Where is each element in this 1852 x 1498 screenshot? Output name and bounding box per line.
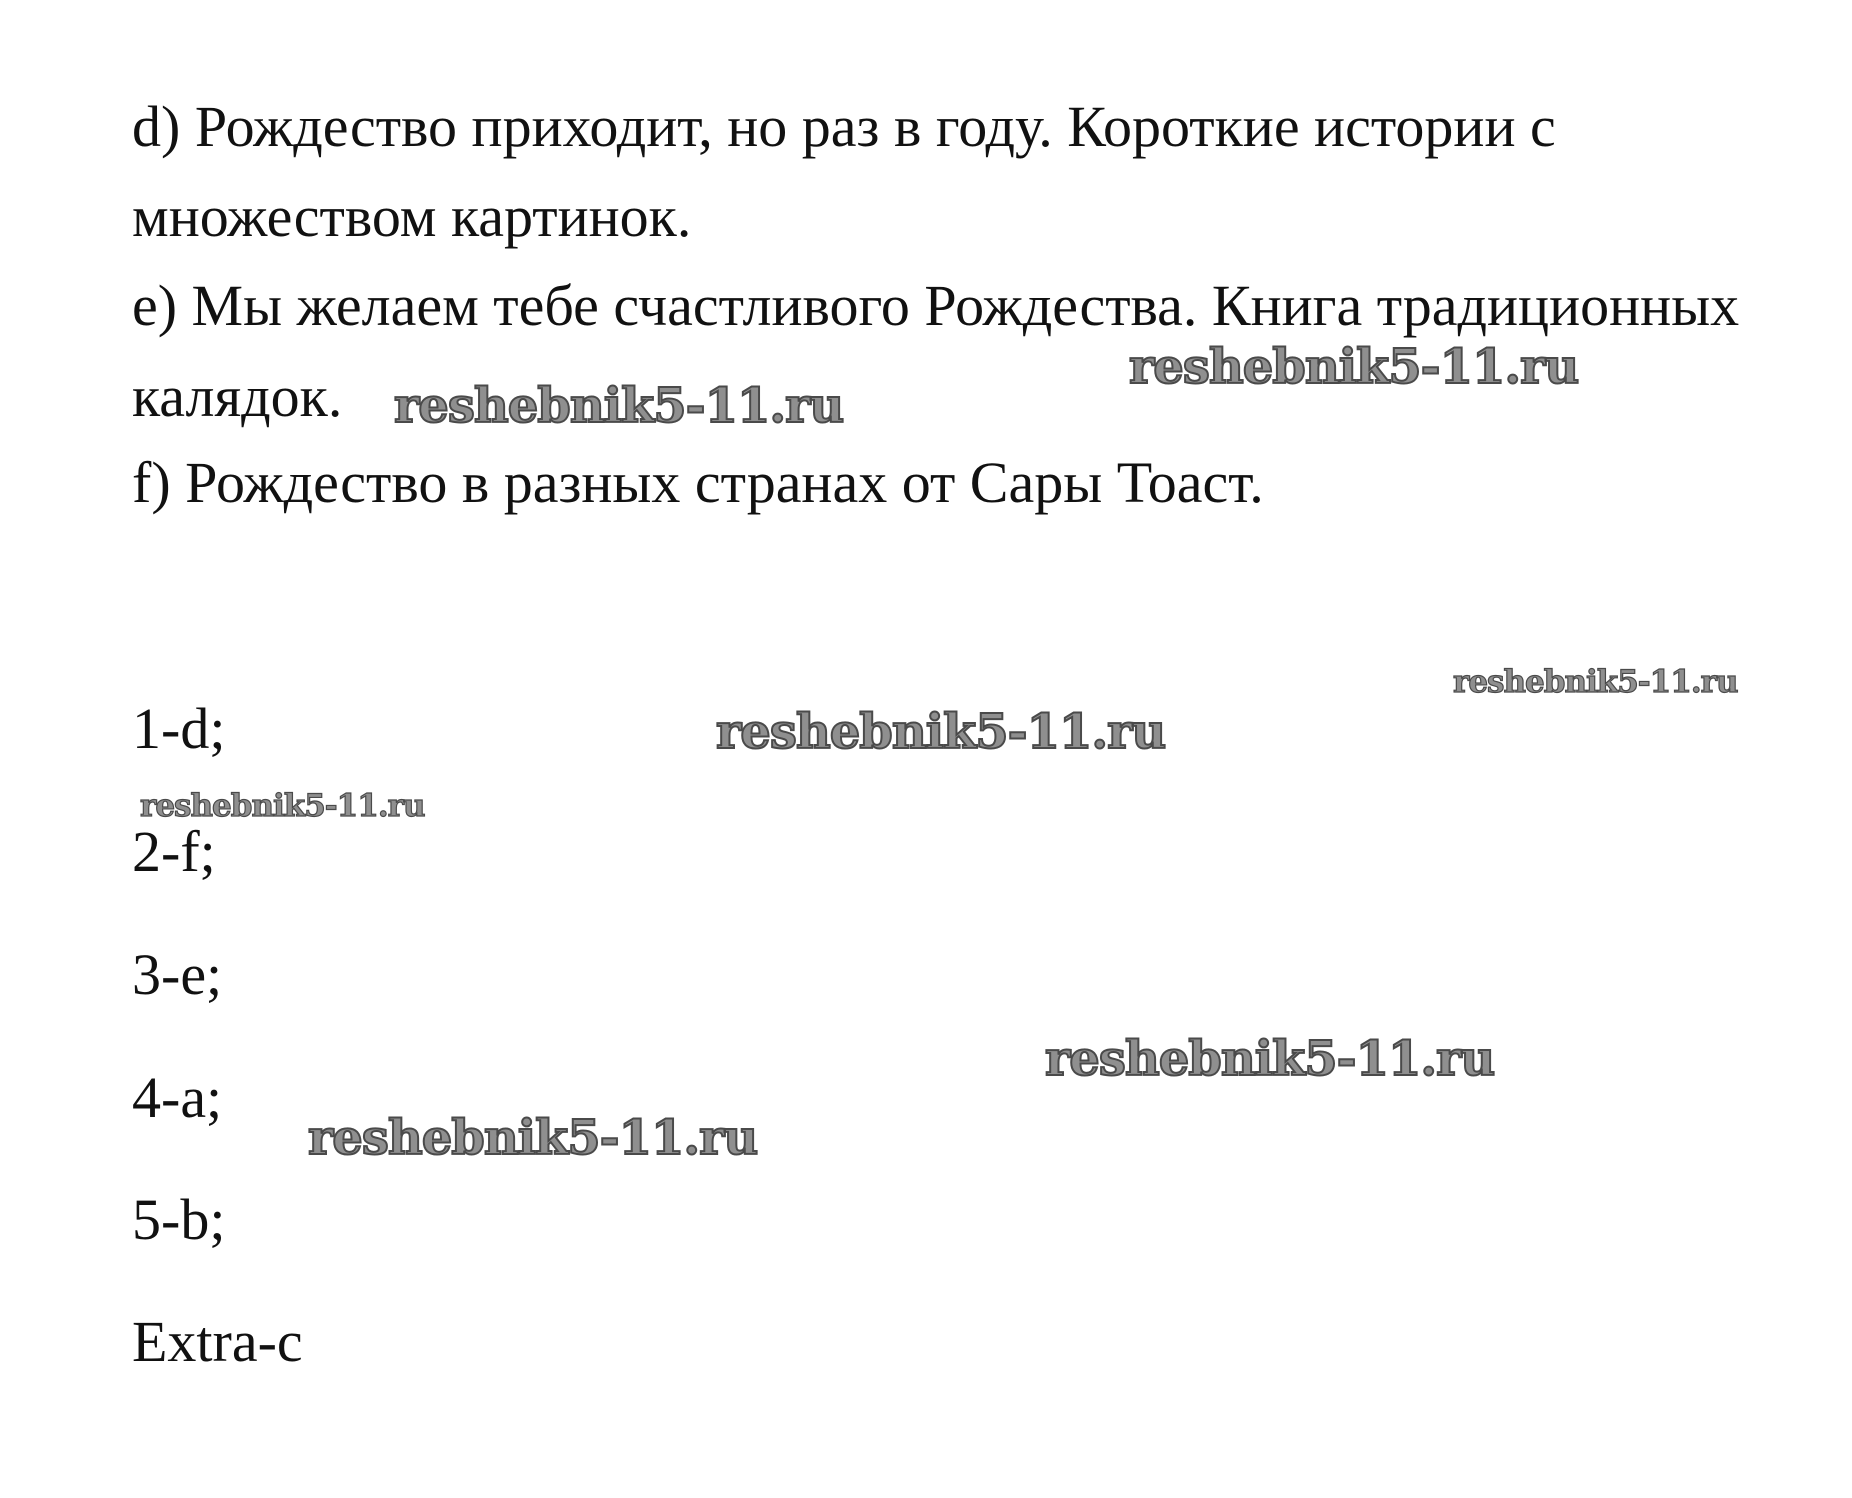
watermark: reshebnik5-11.ru (308, 1110, 758, 1166)
answer-extra: Extra-c (132, 1309, 303, 1374)
answer-2: 2-f; (132, 819, 216, 884)
text-line-d: d) Рождество приходит, но раз в году. Короткие истории с (132, 94, 1556, 159)
text-line-f: f) Рождество в разных странах от Сары Тоаст. (132, 450, 1264, 515)
watermark: reshebnik5-11.ru (716, 704, 1166, 760)
text-line-e-continued: калядок. (132, 364, 343, 429)
answer-1: 1-d; (132, 696, 226, 761)
text-line-d-continued: множеством картинок. (132, 184, 692, 249)
answer-3: 3-e; (132, 942, 223, 1007)
text-line-e: e) Мы желаем тебе счастливого Рождества. Книга традиционных (132, 273, 1740, 338)
watermark: reshebnik5-11.ru (394, 378, 844, 434)
watermark: reshebnik5-11.ru (1453, 664, 1738, 700)
answer-5: 5-b; (132, 1187, 226, 1252)
answer-4: 4-a; (132, 1065, 223, 1130)
watermark: reshebnik5-11.ru (140, 788, 425, 824)
watermark: reshebnik5-11.ru (1129, 339, 1579, 395)
watermark: reshebnik5-11.ru (1045, 1031, 1495, 1087)
